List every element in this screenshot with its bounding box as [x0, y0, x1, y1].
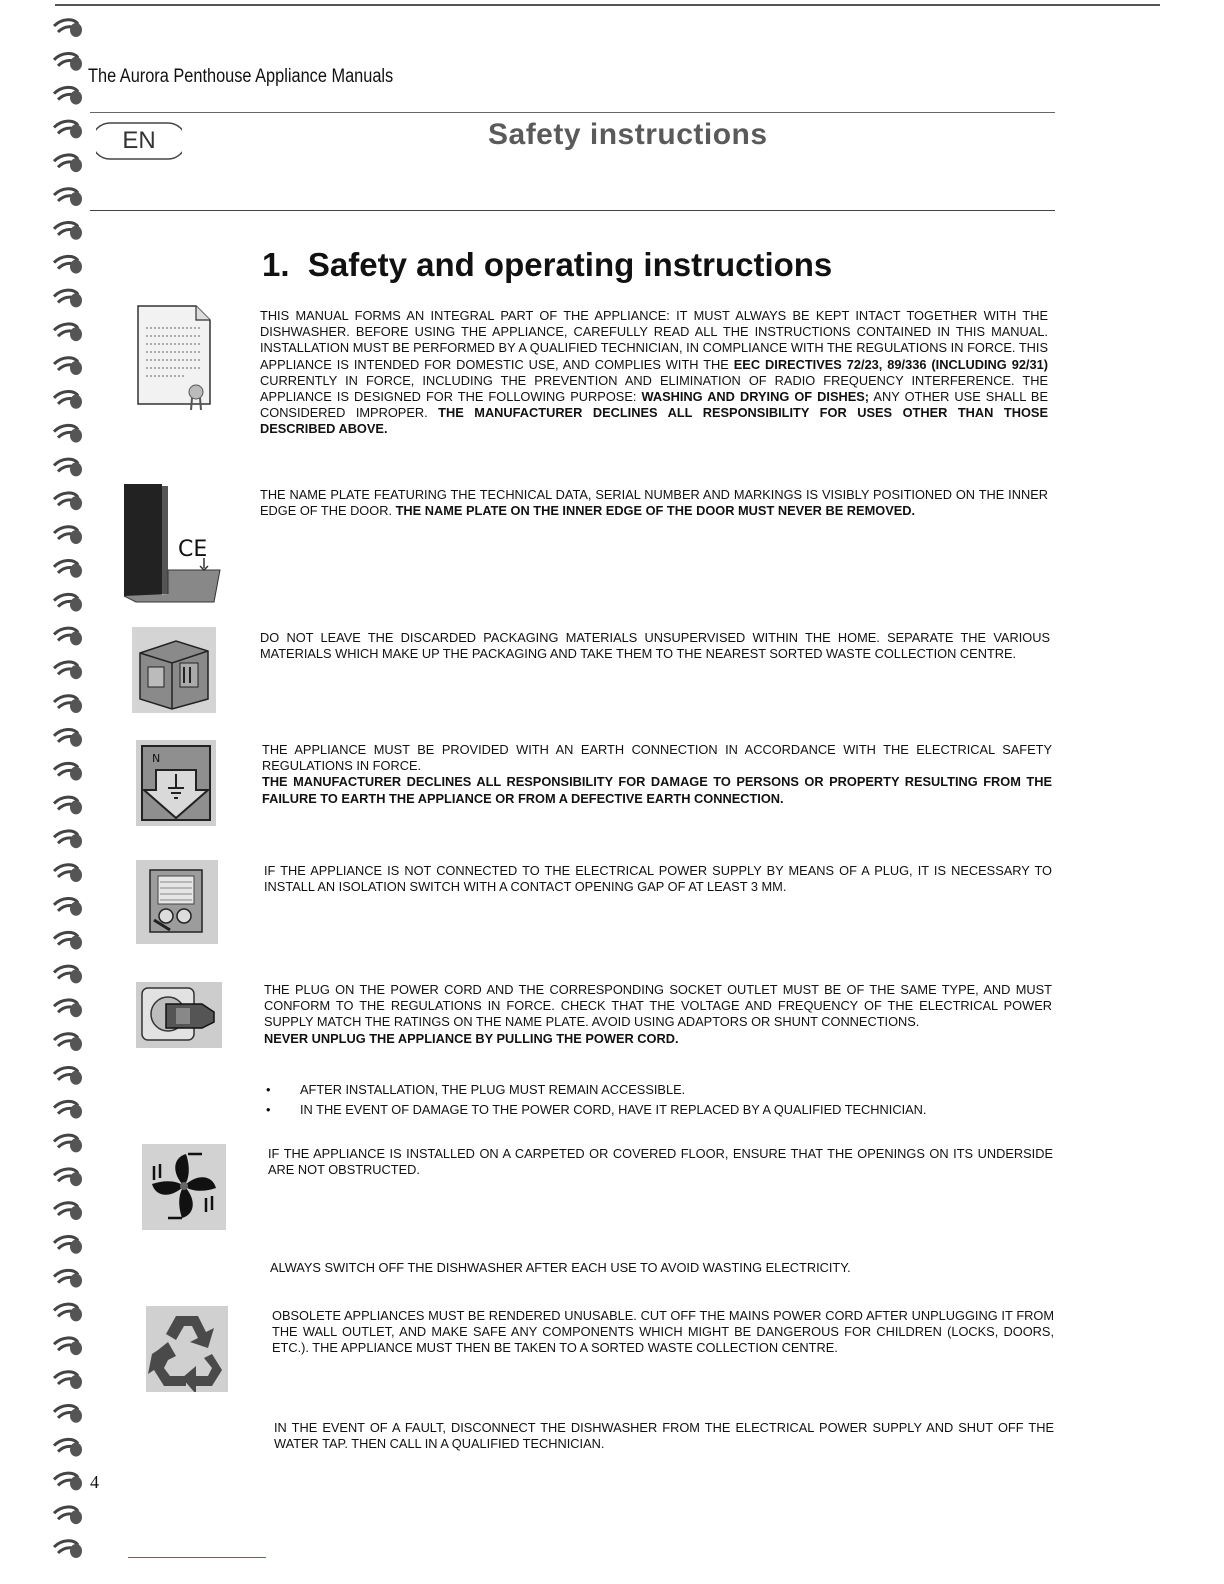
spiral-hole: [70, 1206, 82, 1220]
paragraph-manual-integrity: [260, 308, 1048, 438]
paragraph-earth-connection: [262, 742, 1052, 807]
spiral-hole: [70, 293, 82, 307]
plug-socket-icon: [136, 982, 222, 1048]
p4-bold-disclaimer: THE MANUFACTURER DECLINES ALL RESPONSIBILITY FOR DAMAGE TO PERSONS OR PROPERTY RESULTING FROM THE FAILURE TO EARTH THE APPLIANCE OR FROM A DEFECTIVE EARTH CONNECTION.: [262, 774, 1052, 806]
spiral-hole: [70, 1138, 82, 1152]
p2-bold-warning: THE NAME PLATE ON THE INNER EDGE OF THE DOOR MUST NEVER BE REMOVED.: [395, 503, 916, 519]
top-border: [55, 4, 1160, 6]
spiral-hole: [70, 1544, 82, 1558]
spiral-hole: [70, 969, 82, 983]
paragraph-plug-socket: [264, 982, 1052, 1047]
ce-nameplate-icon: [122, 482, 222, 604]
spiral-hole: [70, 395, 82, 409]
p1-text-e: ANY OTHER USE SHALL BE CONSIDERED IMPROPER.: [260, 389, 1048, 421]
paragraph-isolation-switch: IF THE APPLIANCE IS NOT CONNECTED TO THE ELECTRICAL POWER SUPPLY BY MEANS OF A PLUG, IT IS NECESSARY TO INSTALL AN ISOLATION SWITCH WITH A CONTACT OPENING GAP OF AT LEAST 3 MM.: [264, 863, 1052, 895]
recycle-icon: [146, 1306, 228, 1392]
language-badge: [96, 120, 182, 162]
chapter-number: 1.: [262, 246, 290, 283]
bullet-dot: •: [266, 1082, 271, 1097]
header-rule: [90, 112, 1055, 113]
spiral-hole: [70, 800, 82, 814]
p1-bold-directives: EEC DIRECTIVES 72/23, 89/336 (INCLUDING 92/31): [733, 356, 1048, 372]
earth-connection-icon: [136, 740, 216, 826]
spiral-hole: [70, 226, 82, 240]
spiral-hole: [70, 564, 82, 578]
spiral-hole: [70, 699, 82, 713]
spiral-hole: [70, 1172, 82, 1186]
spiral-hole: [70, 1409, 82, 1423]
paragraph-fault: IN THE EVENT OF A FAULT, DISCONNECT THE DISHWASHER FROM THE ELECTRICAL POWER SUPPLY AND SHUT OFF THE WATER TAP. THEN CALL IN A QUALIFIED TECHNICIAN.: [274, 1420, 1054, 1452]
p1-text-c: CURRENTLY IN FORCE, INCLUDING THE PREVENTION AND ELIMINATION OF RADIO FREQUENCY INTERFERENCE. THE APPLIANCE IS DESIGNED FOR THE FOLLOWING PURPOSE:: [260, 372, 1048, 405]
spiral-hole: [70, 733, 82, 747]
spiral-hole: [70, 158, 82, 172]
section-title: Safety instructions: [488, 118, 768, 151]
spiral-hole: [70, 631, 82, 645]
spiral-hole: [70, 767, 82, 781]
spiral-hole: [70, 530, 82, 544]
spiral-hole: [70, 124, 82, 138]
manual-header-title: The Aurora Penthouse Appliance Manuals: [88, 66, 394, 87]
ventilation-fan-icon: [142, 1144, 226, 1230]
chapter-heading: [262, 246, 832, 284]
spiral-hole: [70, 91, 82, 105]
spiral-hole: [70, 1443, 82, 1457]
spiral-hole: [70, 936, 82, 950]
bullet-text: IN THE EVENT OF DAMAGE TO THE POWER CORD, HAVE IT REPLACED BY A QUALIFIED TECHNICIAN.: [300, 1102, 927, 1117]
spiral-hole: [70, 665, 82, 679]
p1-text-a: THIS MANUAL FORMS AN INTEGRAL PART OF THE APPLIANCE: IT MUST ALWAYS BE KEPT INTACT TOGETHER WITH THE DISHWASHER. BEFORE USING THE APPLIANCE, CAREFULLY READ ALL THE INSTRUCTIONS CONTAINED IN THIS MANUAL. INSTALLATION MUST BE PERFORMED BY A QUALIFIED TECHNICIAN, IN COMPLIANCE WITH THE REGULATIONS IN FORCE. THIS APPLIANCE IS INTENDED FOR DOMESTIC USE, AND COMPLIES WITH THE: [260, 308, 1048, 372]
paragraph-packaging: DO NOT LEAVE THE DISCARDED PACKAGING MATERIALS UNSUPERVISED WITHIN THE HOME. SEPARATE THE VARIOUS MATERIALS WHICH MAKE UP THE PACKAGING AND TAKE THEM TO THE NEAREST SORTED WASTE COLLECTION CENTRE.: [260, 630, 1050, 662]
spiral-hole: [70, 598, 82, 612]
paragraph-switch-off: ALWAYS SWITCH OFF THE DISHWASHER AFTER EACH USE TO AVOID WASTING ELECTRICITY.: [270, 1260, 851, 1275]
ce-mark-text: CE: [178, 537, 208, 562]
spiral-hole: [70, 496, 82, 510]
spiral-binding: [52, 12, 92, 1577]
section-rule: [90, 210, 1055, 211]
spiral-hole: [70, 868, 82, 882]
bullet-text: AFTER INSTALLATION, THE PLUG MUST REMAIN ACCESSIBLE.: [300, 1082, 686, 1097]
bottom-underline: [128, 1557, 266, 1558]
spiral-hole: [70, 902, 82, 916]
spiral-hole: [70, 834, 82, 848]
spiral-hole: [70, 462, 82, 476]
bullet-dot: •: [266, 1102, 271, 1117]
paragraph-carpeted-floor: IF THE APPLIANCE IS INSTALLED ON A CARPETED OR COVERED FLOOR, ENSURE THAT THE OPENINGS ON ITS UNDERSIDE ARE NOT OBSTRUCTED.: [268, 1146, 1053, 1178]
spiral-hole: [70, 1071, 82, 1085]
spiral-hole: [70, 260, 82, 274]
spiral-hole: [70, 1375, 82, 1389]
spiral-hole: [70, 1274, 82, 1288]
spiral-hole: [70, 192, 82, 206]
chapter-title: Safety and operating instructions: [307, 246, 833, 283]
packaging-box-icon: [132, 627, 216, 713]
paragraph-name-plate: [260, 487, 1048, 519]
spiral-hole: [70, 23, 82, 37]
paragraph-obsolete-appliances: OBSOLETE APPLIANCES MUST BE RENDERED UNUSABLE. CUT OFF THE MAINS POWER CORD AFTER UNPLUGGING IT FROM THE WALL OUTLET, AND MAKE SAFE ANY COMPONENTS WHICH MIGHT BE DANGEROUS FOR CHILDREN (LOCKS, DOORS, ETC.). THE APPLIANCE MUST THEN BE TAKEN TO A SORTED WASTE COLLECTION CENTRE.: [272, 1308, 1054, 1356]
p1-bold-disclaimer: THE MANUFACTURER DECLINES ALL RESPONSIBILITY FOR USES OTHER THAN THOSE DESCRIBED ABOVE.: [260, 405, 1049, 437]
p1-bold-purpose: WASHING AND DRYING OF DISHES;: [641, 389, 870, 405]
p2-text-a: THE NAME PLATE FEATURING THE TECHNICAL DATA, SERIAL NUMBER AND MARKINGS IS VISIBLY POSITIONED ON THE INNER EDGE OF THE DOOR.: [260, 487, 1048, 519]
p6-text-a: THE PLUG ON THE POWER CORD AND THE CORRESPONDING SOCKET OUTLET MUST BE OF THE SAME TYPE, AND MUST CONFORM TO THE REGULATIONS IN FORCE. CHECK THAT THE VOLTAGE AND FREQUENCY OF THE ELECTRICAL POWER SUPPLY MATCH THE RATINGS ON THE NAME PLATE. AVOID USING ADAPTORS OR SHUNT CONNECTIONS.: [264, 982, 1052, 1030]
spiral-hole: [70, 1003, 82, 1017]
spiral-hole: [70, 1105, 82, 1119]
earth-label-text: N: [152, 752, 161, 765]
spiral-hole: [70, 1307, 82, 1321]
spiral-hole: [70, 1037, 82, 1051]
spiral-hole: [70, 361, 82, 375]
spiral-hole: [70, 327, 82, 341]
manual-document-icon: [136, 304, 212, 414]
isolation-switch-icon: [136, 860, 218, 944]
language-code: EN: [122, 127, 156, 154]
spiral-hole: [70, 1510, 82, 1524]
p6-bold-warning: NEVER UNPLUG THE APPLIANCE BY PULLING THE POWER CORD.: [264, 1030, 679, 1046]
spiral-hole: [70, 1240, 82, 1254]
p4-text-a: THE APPLIANCE MUST BE PROVIDED WITH AN EARTH CONNECTION IN ACCORDANCE WITH THE ELECTRICAL SAFETY REGULATIONS IN FORCE.: [262, 742, 1052, 774]
spiral-hole: [70, 57, 82, 71]
spiral-hole: [70, 429, 82, 443]
page-number: 4: [90, 1472, 99, 1492]
spiral-hole: [70, 1476, 82, 1490]
spiral-hole: [70, 1341, 82, 1355]
